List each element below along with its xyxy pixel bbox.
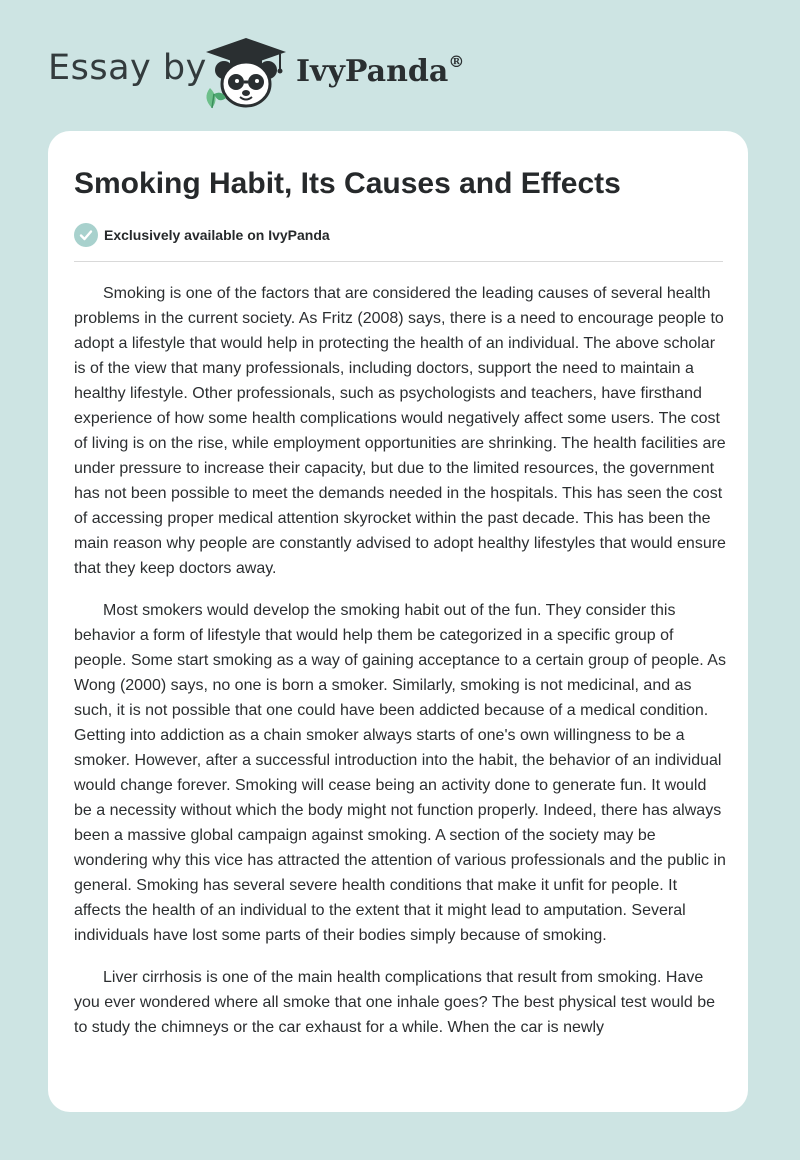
paragraph: Liver cirrhosis is one of the main health complications that result from smoking. Have you ever wondered where all smoke that one inhale goes? The best physical test would be to study the chimneys or the car exhaust for a while. When the car is newly [74, 969, 715, 1036]
brand-text: IvyPanda [296, 54, 449, 89]
essay-body [74, 281, 726, 1057]
paragraph: Smoking is one of the factors that are considered the leading causes of several health problems in the current society. As Fritz (2008) says, there is a need to encourage people to adopt a lifestyle that would help in protecting the health of an individual. The above scholar is of the view that many professionals, including doctors, support the need to maintain a healthy lifestyle. Other professionals, such as psychologists and teachers, have firsthand experience of how some health complications would negatively affect some users. The cost of living is on the rise, while employment opportunities are shrinking. The health facilities are under pressure to increase their capacity, but due to the limited resources, the government has not been possible to meet the demands needed in the hospitals. This has seen the cost of accessing proper medical attention skyrocket within the past decade. This has been the main reason why people are constantly advised to adopt healthy lifestyles that would ensure that they keep doctors away. [74, 285, 726, 577]
exclusive-label: Exclusively available on IvyPanda [104, 227, 330, 243]
paragraph: Most smokers would develop the smoking habit out of the fun. They consider this behavior a form of lifestyle that would help them be categorized in a specific group of people. Some start smoking as a way of gaining acceptance to a certain group of people. As Wong (2000) says, no one is born a smoker. Similarly, smoking is not medicinal, and as such, it is not possible that one could have been addicted because of a medical condition. Getting into addiction as a chain smoker always starts of one's own willingness to be a smoker. However, after a successful introduction into the habit, the behavior of an individual would change forever. Smoking will cease being an activity done to generate fun. It would be a necessity without which the body might not function properly. Indeed, there has always been a massive global campaign against smoking. A section of the society may be wondering why this vice has attracted the attention of various professionals and the public in general. Smoking has several severe health conditions that make it unfit for people. It affects the health of an individual to the extent that it might lead to amputation. Several individuals have lost some parts of their bodies simply because of smoking. [74, 602, 726, 944]
registered-mark: ® [448, 52, 465, 71]
essay-by-label: Essay by [48, 48, 207, 88]
check-circle-icon [74, 223, 98, 247]
essay-card [48, 131, 748, 1112]
brand-name[interactable] [296, 54, 464, 89]
essay-title: Smoking Habit, Its Causes and Effects [74, 167, 621, 200]
panda-graduate-logo-icon[interactable] [200, 36, 292, 110]
site-header [0, 0, 800, 130]
divider [74, 261, 723, 262]
exclusive-badge [74, 222, 330, 248]
